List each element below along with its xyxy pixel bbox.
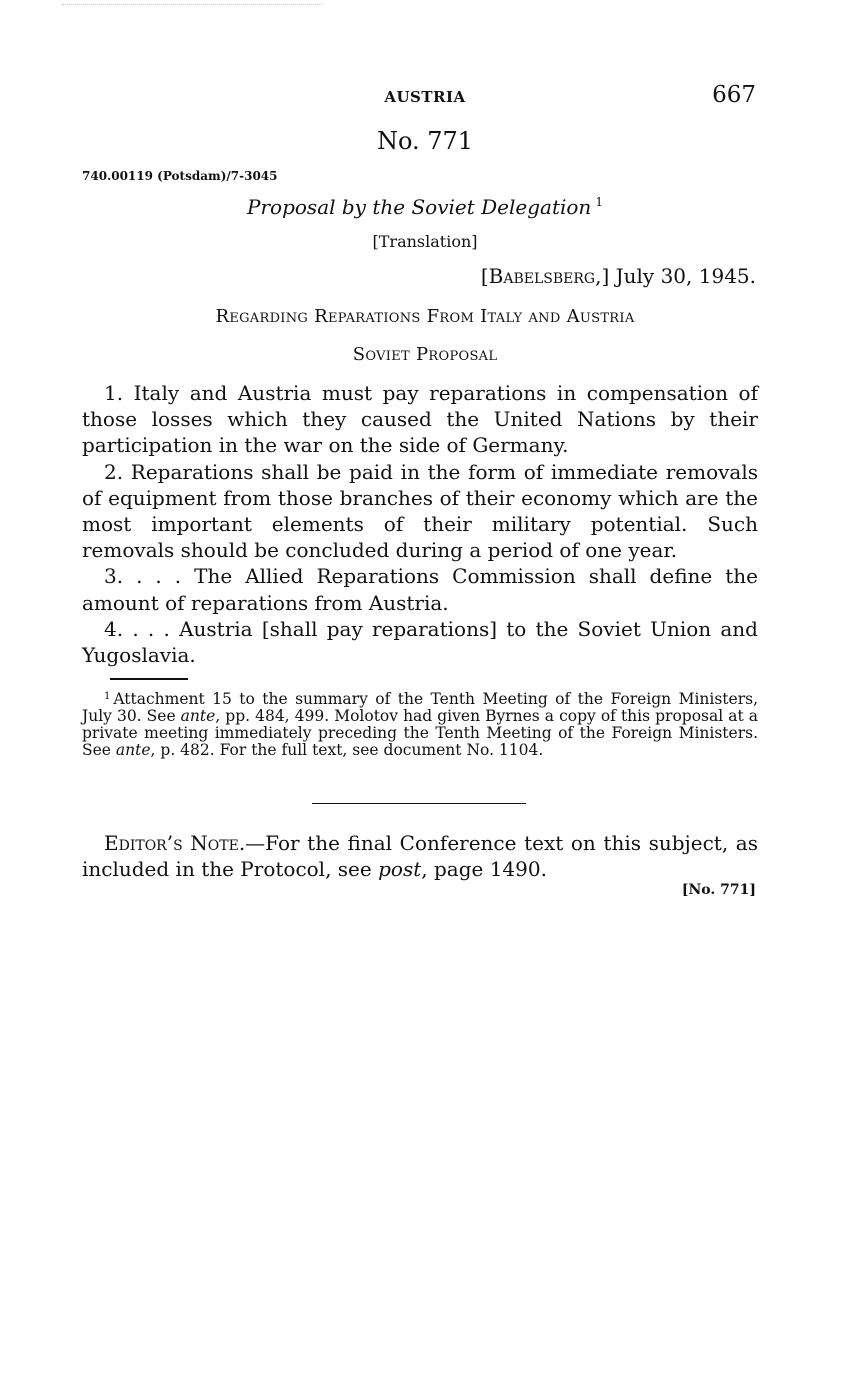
dateline-place: [Babelsberg,]	[480, 264, 610, 288]
editors-note-text-2: , page 1490.	[421, 857, 547, 882]
section-heading: Regarding Reparations From Italy and Austria	[215, 306, 635, 327]
paragraph-1: 1. Italy and Austria must pay reparations in compensation of those losses which they caused the United Nations by their participation in the war on the side of Germany.	[82, 381, 758, 458]
footnote-text-3: , p. 482. For the full text, see document No. 1104.	[150, 741, 544, 759]
dateline	[481, 264, 756, 288]
editors-note-post: post	[378, 857, 422, 882]
paragraph-3: 3. . . . The Allied Reparations Commission shall define the amount of reparations from Austria.	[82, 564, 758, 615]
proposal-body	[82, 380, 758, 668]
end-reference: [No. 771]	[681, 882, 756, 898]
file-number: 740.00119 (Potsdam)/7-3045	[82, 169, 278, 183]
paragraph-2: 2. Reparations shall be paid in the form of immediate removals of equipment from those branches of their economy which are the most important elements of their military potential. Such removals should be concluded during a period of one year.	[82, 459, 758, 563]
footnote	[82, 688, 758, 759]
translation-note: [Translation]	[372, 232, 478, 251]
footnote-text-2: , pp. 484, 499. Molotov had given Byrnes a copy of this proposal at a private meeting immediately preceding the Tenth Meeting of the Foreign Ministers. See	[82, 707, 758, 759]
paragraph-4: 4. . . . Austria [shall pay reparations] to the Soviet Union and Yugoslavia.	[82, 616, 758, 668]
footnote-ref: 1	[595, 195, 603, 209]
footnote-ante-2: ante	[115, 741, 151, 759]
footnote-text-1: Attachment 15 to the summary of the Tenth Meeting of the Foreign Ministers, July 30. See	[82, 690, 758, 725]
editors-note-label: Editor’s Note	[104, 831, 239, 855]
document-number: No. 771	[376, 127, 474, 155]
proposal-title-text: Proposal by the Soviet Delegation	[247, 195, 592, 219]
section-subheading: Soviet Proposal	[352, 344, 498, 365]
page-number: 667	[712, 82, 756, 108]
editors-note-text-1: .—For the final Conference text on this subject, as included in the Protocol, see	[82, 831, 758, 882]
footnote-ante-1: ante	[180, 707, 216, 725]
scan-artifact-line	[62, 4, 322, 5]
separator-rule	[312, 803, 526, 804]
running-head: AUSTRIA	[384, 88, 466, 106]
footnote-marker: 1	[104, 691, 111, 702]
editors-note	[82, 830, 758, 882]
dateline-date: July 30, 1945.	[615, 264, 756, 288]
proposal-title	[0, 195, 850, 219]
footnote-rule	[110, 678, 188, 680]
